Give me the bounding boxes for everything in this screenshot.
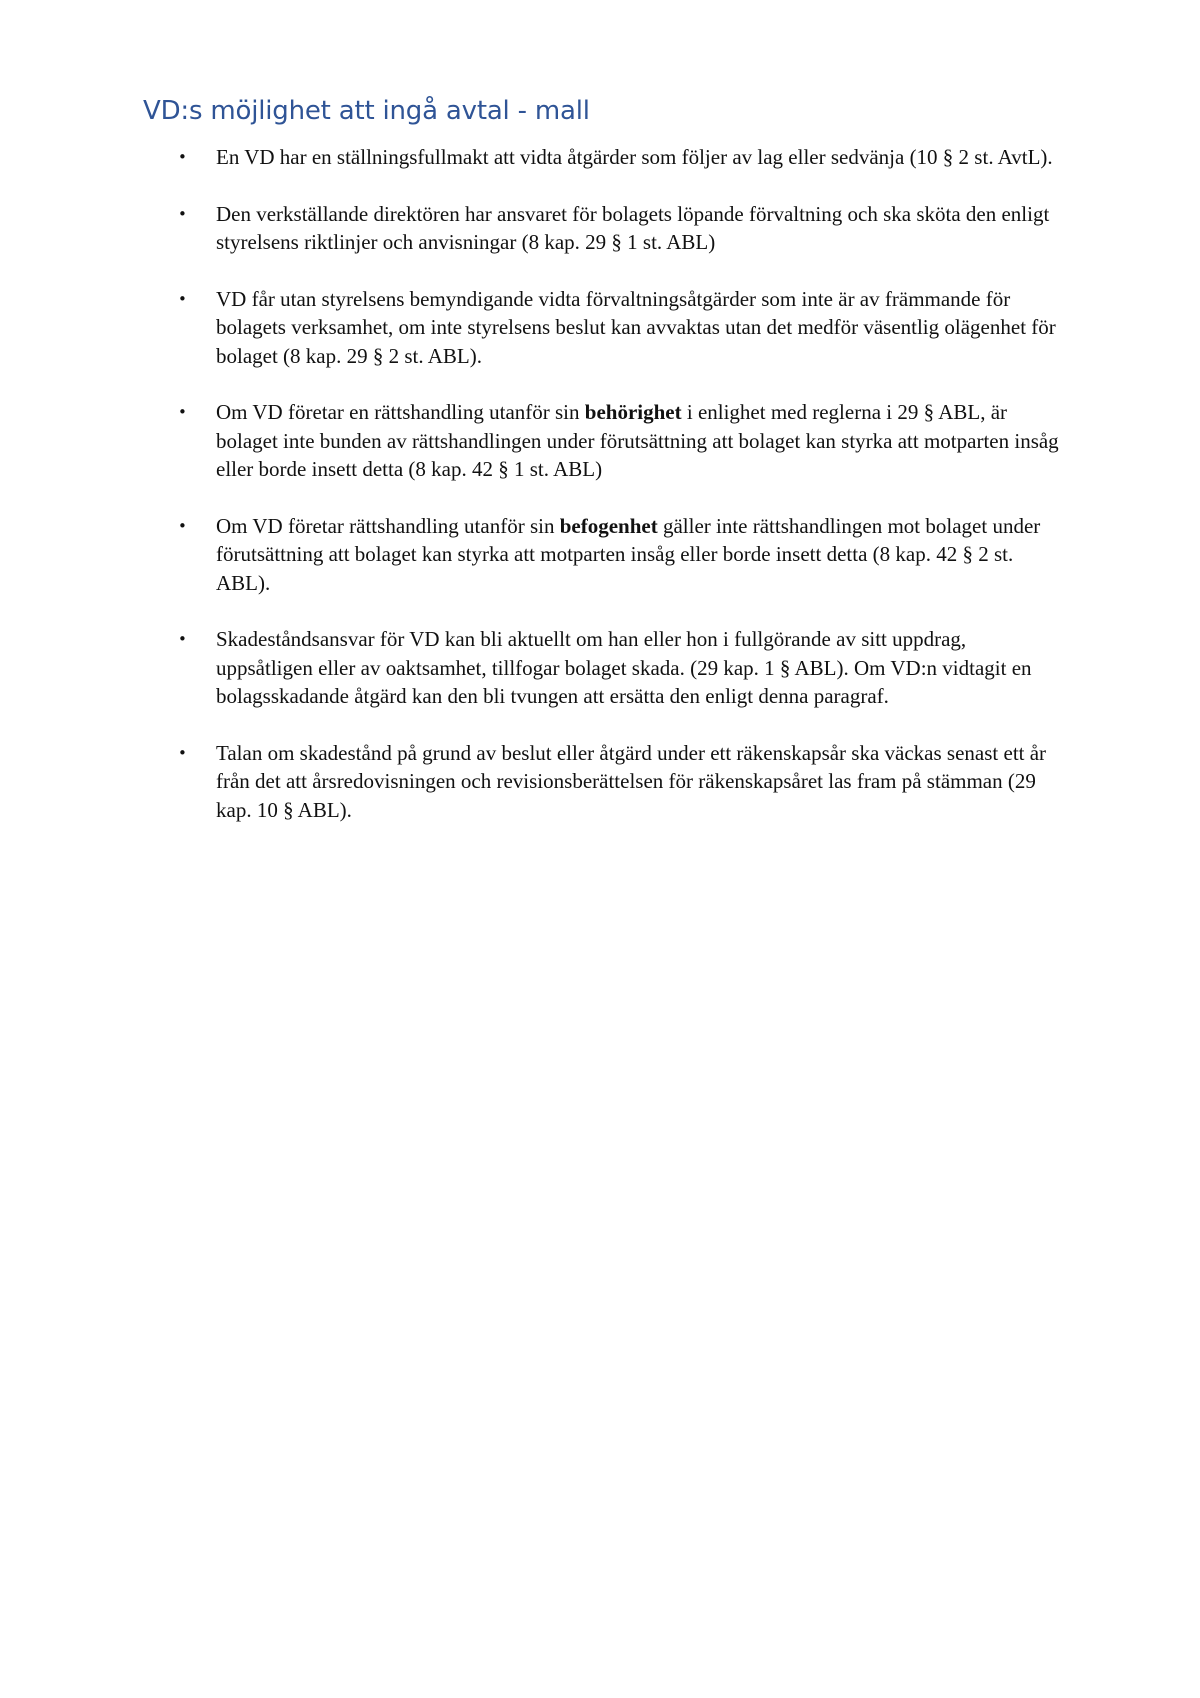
list-item	[178, 625, 1068, 711]
bullet-icon: •	[178, 516, 187, 535]
list-item	[178, 143, 1068, 172]
bullet-icon: •	[178, 403, 187, 421]
list-item	[178, 512, 1068, 598]
bullet-icon: •	[178, 289, 187, 308]
list-item	[178, 285, 1068, 371]
list-item-text	[216, 202, 1049, 255]
text-segment: Om VD företar en rättshandling utanför sin	[216, 400, 585, 424]
bullet-icon: •	[178, 630, 187, 648]
text-segment: Den verkställande direktören har ansvaret för bolagets löpande förvaltning och ska sköta den enligt styrelsens riktlinjer och anvisningar (8 kap. 29 § 1 st. ABL)	[216, 201, 1050, 254]
list-item	[178, 398, 1068, 484]
document-title: VD:s möjlighet att ingå avtal - mall	[143, 96, 590, 126]
text-segment: i enlighet med reglerna i 29 § ABL, är bolaget inte bunden av rättshandlingen under förutsättning att bolaget kan styrka att motparten insåg eller borde insett detta (8 kap. 42 § 1 st. ABL)	[216, 400, 1059, 481]
text-segment: Talan om skadestånd på grund av beslut eller åtgärd under ett räkenskapsår ska väckas senast ett år från det att årsredovisningen och revisionsberättelsen för räkenskapsåret las fram på stämman (29 kap. 10 § ABL).	[216, 740, 1047, 822]
list-item-text	[216, 514, 1040, 595]
emphasized-term: befogenhet	[559, 513, 658, 538]
text-segment: Om VD företar rättshandling utanför sin	[216, 513, 560, 538]
list-item-text	[216, 400, 1059, 481]
list-item-text	[216, 741, 1046, 822]
list-item	[178, 739, 1068, 825]
bullet-list	[178, 143, 1068, 852]
list-item	[178, 200, 1068, 257]
list-item-text	[216, 145, 1053, 169]
list-item-text	[216, 627, 1032, 708]
bullet-icon: •	[178, 204, 187, 223]
emphasized-term: behörighet	[584, 400, 682, 424]
text-segment: VD får utan styrelsens bemyndigande vidta förvaltningsåtgärder som inte är av främmande för bolagets verksamhet, om inte styrelsens beslut kan avvaktas utan det medför väsentlig olägenhet för bolaget (8 kap. 29 § 2 st. ABL).	[216, 286, 1056, 368]
bullet-icon: •	[178, 743, 187, 762]
text-segment: gäller inte rättshandlingen mot bolaget under förutsättning att bolaget kan styrka att motparten insåg eller borde insett detta (8 kap. 42 § 2 st. ABL).	[216, 513, 1041, 595]
bullet-icon: •	[178, 148, 187, 166]
text-segment: Skadeståndsansvar för VD kan bli aktuellt om han eller hon i fullgörande av sitt uppdrag, uppsåtligen eller av oaktsamhet, tillfogar bolaget skada. (29 kap. 1 § ABL). Om VD:n vidtagit en bolagsskadande åtgärd kan den bli tvungen att ersätta den enligt denna paragraf.	[216, 627, 1032, 708]
text-segment: En VD har en ställningsfullmakt att vidta åtgärder som följer av lag eller sedvänja (10 § 2 st. AvtL).	[216, 145, 1053, 169]
list-item-text	[216, 287, 1056, 368]
